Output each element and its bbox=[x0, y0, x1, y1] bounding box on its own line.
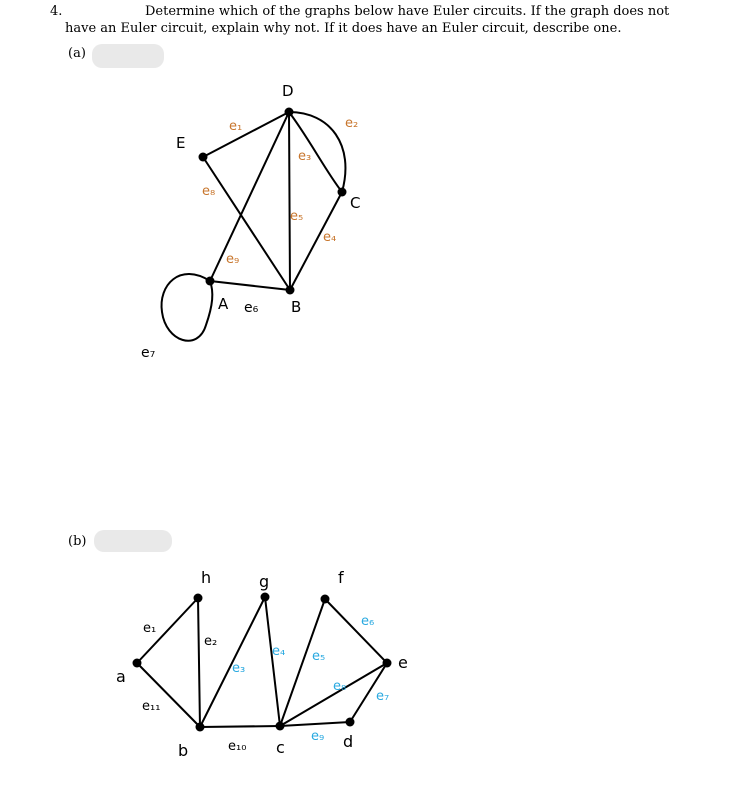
question-number: 4. bbox=[50, 4, 63, 19]
edge-label-a-e7: e₇ bbox=[141, 345, 156, 361]
vertex-b-h bbox=[194, 594, 203, 603]
vertex-label-a-E: E bbox=[176, 134, 186, 152]
edge-b-e11 bbox=[137, 663, 200, 727]
vertex-label-b-d: d bbox=[343, 732, 354, 751]
vertex-b-e bbox=[383, 659, 392, 668]
vertex-label-a-D: D bbox=[282, 82, 294, 100]
edge-b-e9 bbox=[280, 722, 350, 726]
edge-b-e2 bbox=[198, 598, 200, 727]
edge-label-a-e4: e₄ bbox=[323, 230, 337, 245]
edge-label-a-e2: e₂ bbox=[345, 116, 359, 131]
vertex-b-f bbox=[321, 595, 330, 604]
edge-label-b-e1: e₁ bbox=[143, 621, 157, 636]
vertex-b-b bbox=[196, 723, 205, 732]
vertex-label-b-f: f bbox=[338, 568, 344, 587]
edge-b-e4 bbox=[265, 597, 280, 726]
question-text-line-1: Determine which of the graphs below have Euler circuits. If the graph does not bbox=[145, 4, 670, 19]
part-a-label: (a) bbox=[68, 46, 86, 61]
vertex-label-b-b: b bbox=[178, 741, 189, 760]
edge-label-b-e6: e₆ bbox=[361, 614, 375, 629]
edge-label-b-e4: e₄ bbox=[272, 644, 286, 659]
vertex-b-d bbox=[346, 718, 355, 727]
edge-b-e6 bbox=[325, 599, 387, 663]
edge-label-b-e3: e₃ bbox=[232, 661, 246, 676]
edge-label-b-e9: e₉ bbox=[311, 729, 325, 744]
vertex-label-a-B: B bbox=[291, 298, 302, 316]
vertex-b-a bbox=[133, 659, 142, 668]
edge-label-a-e8: e₈ bbox=[202, 184, 216, 199]
edge-label-a-e9: e₉ bbox=[226, 252, 240, 267]
edge-label-a-e1: e₁ bbox=[229, 119, 243, 134]
vertex-label-b-a: a bbox=[116, 667, 126, 686]
edge-label-b-e7: e₇ bbox=[376, 689, 390, 704]
edge-label-a-e3: e₃ bbox=[298, 149, 312, 164]
vertex-b-g bbox=[261, 593, 270, 602]
edge-label-b-e11: e₁₁ bbox=[142, 699, 161, 714]
vertex-b-c bbox=[276, 722, 285, 731]
vertex-label-a-A: A bbox=[218, 295, 229, 313]
edge-b-e8 bbox=[280, 663, 390, 726]
vertex-label-b-g: g bbox=[259, 572, 270, 591]
part-b-label: (b) bbox=[68, 534, 87, 549]
vertex-label-b-c: c bbox=[276, 738, 285, 757]
vertex-label-b-e: e bbox=[398, 653, 408, 672]
edge-label-b-e5: e₅ bbox=[312, 649, 326, 664]
edge-label-a-e6: e₆ bbox=[244, 300, 259, 316]
edge-label-b-e2: e₂ bbox=[204, 634, 218, 649]
vertex-label-a-C: C bbox=[350, 194, 361, 212]
vertex-label-b-h: h bbox=[201, 568, 212, 587]
edge-label-a-e5: e₅ bbox=[290, 209, 304, 224]
question-text-line-2: have an Euler circuit, explain why not. If it does have an Euler circuit, describe one. bbox=[65, 21, 622, 36]
edge-label-b-e8: e₈ bbox=[333, 679, 347, 694]
edge-b-e10 bbox=[200, 726, 280, 727]
edge-label-b-e10: e₁₀ bbox=[228, 739, 247, 754]
